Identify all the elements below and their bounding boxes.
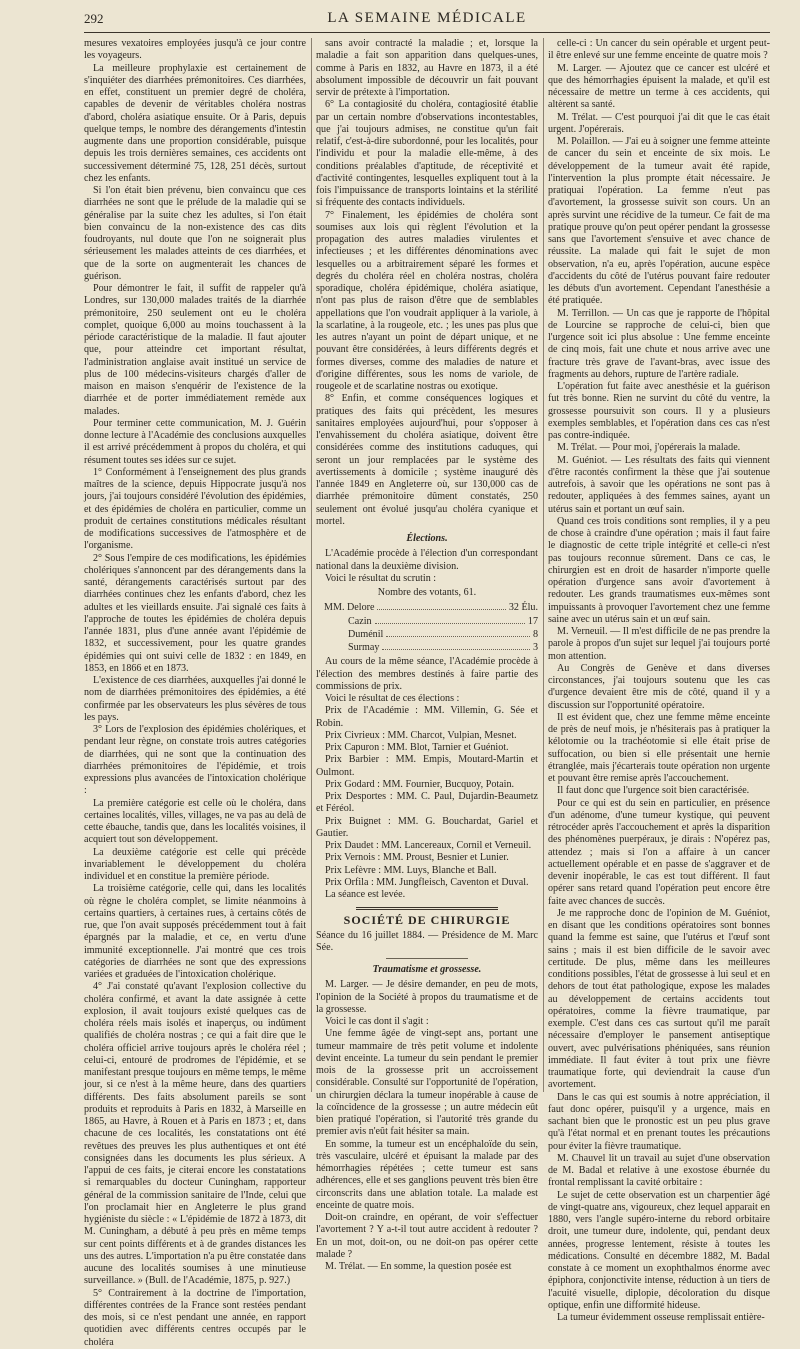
session-line: Séance du 16 juillet 1884. — Présidence de M. Marc Sée. [316,929,538,953]
paragraph: La meilleure prophylaxie est certainement de s'inquiéter des diarrhées prémonitoires. Ces diarrhées, en effet, constituent un premier degré de choléra, capables de devenir de véritables choléra nostras d'abord, choléra asiatique ensuite. Or à Paris, depuis quelque temps, le nombre des dérangements d'intestin augmente dans une proportion considérable, puisque depuis les trois dernières semaines, ces accidents ont successivement déterminé 75, 128, 251 décès, surtout chez les enfants. [84,62,306,184]
prize-commission: Prix Capuron : MM. Blot, Tarnier et Guéniot. [325,742,509,753]
paragraph: 3° Lors de l'explosion des épidémies cholériques, et pendant leur règne, on constate trois autres catégories de diarrhées, qui ne sont que la continuation des diarrhées prémonitoires de l'épidémie, et trois expressions plus avancées de l'intoxication cholérique : [84,724,306,797]
paragraph: Voici le résultat du scrutin : [325,572,437,584]
header-rule [84,32,770,33]
paragraph: 5° Contrairement à la doctrine de l'importation, différentes contrées de la France sont restées pendant des mois, si ce n'est pendant une année, en rapport quotidien avec différents centres occupés par le choléra [84,1287,306,1348]
vote-row [316,641,538,654]
paragraph: En somme, la tumeur est un encéphaloïde du sein, très vasculaire, ulcéré et épuisant la malade par des hémorrhagies répétées ; cette tumeur est sans adhérences, elle et ses ganglions peuvent très bien être circonscrits dans une ablation totale. La malade est enceinte de quatre mois. [316,1138,538,1211]
paragraph: mesures vexatoires employées jusqu'à ce jour contre les voyageurs. [84,38,306,62]
leader-dots [375,615,525,624]
paragraph: Pour terminer cette communication, M. J. Guérin donne lecture à l'Académie des conclusions auxquelles il est arrivé précédemment à propos du choléra, et qui résument toutes ses idées sur ce sujet. [84,417,306,466]
paragraph: 1° Conformément à l'enseignement des plus grands maîtres de la science, depuis Hippocrate jusqu'à nos jours, j'ai toujours considéré l'évolution des épidémies, et des épidémies de choléra en particulier, comme un produit de certaines constitutions médicales résultant de modifications successives de l'atmosphère et de l'organisme. [84,466,306,552]
prize-commission: Prix de l'Académie : MM. Villemin, G. Sée et Robin. [316,705,538,729]
paragraph: 6° La contagiosité du choléra, contagiosité établie par un certain nombre d'observations incontestables, que j'ai toujours admises, ne constitue qu'un fait relatif, c'est-à-dire subordonné, pour les localités, pour l'individu et pour la maladie elle-même, à des conditions préalables d'aptitude, de réceptivité et d'activité contingentes, lesquelles expliquent tout à la fois l'impuissance de transports lointains et la stérilité si fréquente des contacts individuels. [316,99,538,209]
candidate-name: Surmay [348,642,380,653]
paragraph: L'Académie procède à l'élection d'un correspondant national dans la deuxième division. [316,548,538,572]
paragraph: La troisième catégorie, celle qui, dans les localités où règne le choléra complet, se limite néanmoins à certains quartiers, à certaines rues, à certains côtés de rue, que l'on avait supposés précédemment tout à fait épargnés par la maladie, et ce, en vertu d'une immunité exceptionnelle. J'ai montré que ces trois catégories de diarrhées ne sont que des expressions variées et graduées de l'intoxication cholérique. [84,883,306,980]
paragraph: Il faut donc que l'urgence soit bien caractérisée. [557,785,750,797]
paragraph: sans avoir contracté la maladie ; et, lorsque la maladie a fait son apparition dans quelques-unes, comme à Paris en 1832, au Havre en 1873, il a été absolument impossible de découvrir un fait pouvant servir de prétexte à l'importation. [316,38,538,98]
paragraph: M. Verneuil. — Il m'est difficile de ne pas prendre la parole à propos d'un sujet sur lequel j'ai toujours porté mon attention. [548,626,770,662]
candidate-name: MM. Delore [324,602,375,614]
paragraph: Doit-on craindre, en opérant, de voir s'effectuer l'avortement ? Y a-t-il tout autre accident à redouter ? En un mot, doit-on, ou ne doit-on pas opérer cette malade ? [316,1212,538,1260]
paragraph: M. Trélat. — En somme, la question posée est [325,1261,512,1272]
paragraph: L'opération fut faite avec anesthésie et la guérison fut très bonne. Rien ne survint du côté du ventre, la grossesse poursuivit son cours. Il y a plusieurs exemples semblables, et l'opération dans ces cas n'est pas contre-indiquée. [548,381,770,441]
column-left [84,38,306,1348]
column-divider [543,38,544,1092]
prize-commission: Prix Orfila : MM. Jungfleisch, Caventon et Duval. [325,876,529,888]
leader-dots [386,628,530,637]
paragraph: Il est évident que, chez une femme même enceinte de près de neuf mois, je n'hésiterais pas à pratiquer la kélotomie ou la trachéotomie si elle était prise de suffocation, ou bien si elle présentait une hernie étranglée, mais j'écarterais toute opération non urgente et pouvant être remise après l'accouchement. [548,711,770,784]
vote-count: 17 [527,615,538,627]
paragraph: Voici le cas dont il s'agit : [325,1016,429,1027]
paragraph: Pour ce qui est du sein en particulier, en présence d'un adénome, d'une tumeur kystique, qui peuvent rétrocéder après l'accouchement et après la disparition des phénomènes puerpéraux, je dirais : N'opérez pas, attendez ; mais si l'on a affaire à un cancer actuellement opérable et en passe de s'aggraver et de devenir inopérable, le cas est tout différent. Il faut opérer sans retard quand l'opération peut encore être faite avec chances de succès. [548,797,770,907]
prize-commission: Prix Lefèvre : MM. Luys, Blanche et Ball. [325,864,497,876]
paragraph: Quand ces trois conditions sont remplies, il y a peu de chose à craindre d'une opération ; mais il faut faire le diagnostic de cette triple intégrité et celle-ci n'est pas toujours reconnue sûrement. Dans ce cas, le chirurgien est en droit de hasarder n'importe quelle opération d'urgence sans avoir d'avortement à redouter. Les grands traumatismes eux-mêmes sont impuissants à provoquer l'avortement chez une femme saine avec un utérus sain et un œuf sain. [548,515,770,625]
vote-count: 32 Élu. [508,602,538,614]
paragraph: Je me rapproche donc de l'opinion de M. Guéniot, en disant que les conditions opératoires sont bonnes quand la femme est saine, que l'utérus et l'œuf sont sains ; mais il est bien difficile de le savoir avec certitude. De plus, même dans les meilleures conditions possibles, l'état de grossesse à lui seul et en dehors de tout état pathologique, expose les malades au développement de certains accidents tout opératoires, comme la fièvre traumatique, par exemple. C'est dans ces cas surtout qu'il me paraît nécessaire d'employer le pansement antiseptique ouvert, avec pulvérisations phéniquées, sans réunion immédiate. Il faut éviter à tout prix une fièvre traumatique forte, qui deviendrait la cause d'un avortement. [548,907,770,1091]
paragraph: 4° J'ai constaté qu'avant l'explosion collective du choléra confirmé, et avant la date assignée à cette explosion, il avait toujours existé quelques cas de choléra réels mais isolés et inaperçus, ou indûment qualifiés de choléra nostras ; ce qui a fait dire que le choléra officiel arrive toujours après le choléra réel ; celui-ci, entouré de prodromes de l'épidémie, et se manifestant presque toujours en même temps, le même jour, si ce n'est à la même heure, dans des quartiers différents. Des faits absolument pareils se sont produits et reproduits à Paris en 1832, à Marseille en 1865, au Havre, à Rouen et à Paris en 1873 ; et, dans chacune de ces localités, les constatations ont été revêtues des preuves les plus authentiques et ont été consignées dans les documents les plus sérieux. A l'appui de ces faits, je citerai encore les constatations si remarquables du docteur Cuningham, rapporteur général de la commission sanitaire de l'Inde, celui que l'on proclamait hier en Angleterre le plus grand hygiéniste du siècle : « L'épidémie de 1872 à 1873, dit M. Cuningham, a débuté à peu près en même temps sur cent points différents et à de grandes distances les uns des autres. L'importation n'a pu être constatée dans aucune des localités soumises à une minutieuse surveillance. » (Bull. de l'Académie, 1875, p. 927.) [84,981,306,1287]
paragraph: M. Trélat. — Pour moi, j'opérerais la malade. [557,442,741,454]
vote-row [316,601,538,614]
prize-commission: Prix Civrieux : MM. Charcot, Vulpian, Mesnet. [325,729,517,741]
paragraph: La deuxième catégorie est celle qui précède invariablement le développement du choléra individuel et en constitue la première période. [84,846,306,882]
vote-count: 8 [532,628,538,640]
trauma-heading: Traumatisme et grossesse. [372,964,482,975]
paragraph: Le sujet de cette observation est un charpentier âgé de vingt-quatre ans, vigoureux, chez lequel apparait en 1880, vers l'angle supéro-interne du rebord orbitaire droit, une tumeur dure, indolente, qui, pendant deux années, progresse lentement, résiste à toutes les médications. Consulté en décembre 1882, M. Badal constate à ce moment un exophthalmos énorme avec épiphora, conjonctivite intense, réduction à un tiers de l'acuité visuelle, diplopie, décoloration du disque optique, enfin une difformité hideuse. [548,1189,770,1311]
section-rule-thin [386,958,468,959]
paragraph: 7° Finalement, les épidémies de choléra sont soumises aux lois qui règlent l'évolution et la propagation des autres maladies virulentes et infectieuses ; et les différentes dénominations avec lesquelles ou a arbitrairement séparé les formes et degrés du choléra réel en choléra nostras, choléra sporadique, choléra épidémique, choléra asiatique, n'ont pas plus de raison d'être que de semblables appellations que l'on voudrait appliquer à la variole, à la scarlatine, à la rougeole, etc. ; les unes pas plus que les autres n'ayant un point de départ unique, et ne pouvant être considérées, à leurs différents degrés et formes diverses, comme des maladies de nature et d'origine différentes, sous les noms de variole, de rougeole et de scarlatine nostras ou exotique. [316,209,538,392]
candidate-name: Duménil [348,628,384,640]
candidate-name: Cazin [348,615,372,627]
prize-commission: Prix Daudet : MM. Lancereaux, Cornil et Verneuil. [325,840,532,851]
page-header [84,10,770,32]
prize-commission: Prix Barbier : MM. Empis, Moutard-Martin et Oulmont. [316,754,538,778]
paragraph: Une femme âgée de vingt-sept ans, portant une tumeur mammaire de très petit volume et indolente devint enceinte. La tumeur du sein pendant le premier mois de la grossesse prit un accroissement considérable. Consulté sur l'opportunité de l'opération, un chirurgien déclara la tumeur inopérable à cause de la coïncidence de la grossesse ; un autre médecin eût bien pratiqué l'opération, si l'autorité très grande du premier avis n'eût fait hésiter sa main. [316,1028,538,1138]
prize-commission: Prix Buignet : MM. G. Bouchardat, Gariel et Gautier. [316,815,538,839]
paragraph: Voici le résultat de ces élections : [325,693,460,704]
vote-row [316,615,538,628]
paragraph: M. Guéniot. — Les résultats des faits qui viennent d'être racontés confirment la thèse que j'ai soutenue autrefois, à savoir que les opérations ne sont pas à redouter, appliquées à des femmes saines, ayant un utérus sain et portant un œuf sain. [548,454,770,515]
section-rule [356,907,498,910]
paragraph: celle-ci : Un cancer du sein opérable et urgent peut-il être enlevé sur une femme enceinte de quatre mois ? [548,38,770,62]
paragraph: L'existence de ces diarrhées, auxquelles j'ai donné le nom de diarrhées prémonitoires des épidémies, a été confirmée par les observateurs les plus sévères de tous les pays. [84,675,306,723]
paragraph: Au cours de la même séance, l'Académie procède à l'élection des membres destinés à faire partie des commissions de prix. [316,656,538,692]
paragraph: M. Trélat. — C'est pourquoi j'ai dit que le cas était urgent. J'opérerais. [548,111,770,135]
prize-commission: La séance est levée. [325,889,406,900]
prize-commission: Prix Vernois : MM. Proust, Besnier et Lunier. [325,852,509,864]
paragraph: 2° Sous l'empire de ces modifications, les épidémies cholériques s'annoncent par des dérangements dans la santé, dérangements caractérisés surtout par des diarrhées continues chez les enfants d'abord, chez les adultes et les vieillards ensuite. J'ai signalé ces faits à l'approche de toutes les épidémies de choléra depuis l'année 1831, plus d'une année avant l'épidémie de 1832, et successivement, pour les quatre grandes épidémies qui ont suivi celle de 1832 : en 1849, en 1853, en 1866 et en 1873. [84,552,306,674]
society-heading: SOCIÉTÉ DE CHIRURGIE [343,913,511,928]
paragraph: M. Larger. — Je désire demander, en peu de mots, l'opinion de la Société à propos du traumatisme et de la grossesse. [316,979,538,1015]
vote-results [316,601,538,654]
leader-dots [377,601,505,610]
votants-count: Nombre des votants, 61. [377,587,477,598]
page-number: 292 [84,11,104,26]
paragraph: Dans le cas qui est soumis à notre appréciation, il faut donc opérer, puisqu'il y a urgence, mais en sachant bien que le pronostic est un peu plus grave qu'à l'état normal et en prenant toutes les précautions pour éviter la fièvre traumatique. [548,1091,770,1152]
paragraph: Pour démontrer le fait, il suffit de rappeler qu'à Londres, sur 130,000 malades traités de la diarrhée prémonitoire, 250 seulement ont eu le choléra complet, quoique 6,000 au moins touchassent à la période caractéristique de la maladie. Il faut ajouter que, pour atteindre cet important résultat, l'administration anglaise avait institué un service de plus de 100 médecins-visiteurs chargés d'aller de maison en maison s'enquérir de l'existence de la diarrhée et de porter immédiatement remède aux malades. [84,283,306,417]
leader-dots [382,641,530,650]
paragraph: M. Larger. — Ajoutez que ce cancer est ulcéré et que des hémorrhagies épuisent la malade, et qu'il est nécessaire de mettre un terme à ces accidents, qui altèrent sa santé. [548,62,770,111]
paragraph: M. Polaillon. — J'ai eu à soigner une femme atteinte de cancer du sein et enceinte de six mois. Le développement de la tumeur avait été rapide, l'intervention la plus prompte était nécessaire. Je pratiquai l'opération. La femme n'eut pas d'avortement, la grossesse suivit son cours. Un an après survint une récidive de la tumeur. Ce fait de ma pratique prouve qu'on peut opérer pendant la grossesse sans que l'avortement s'ensuive et avec chance de réussite. La malade qui fait le sujet de mon observation, n'a eu, après l'opération, aucune espèce d'accidents du côté de l'utérus pouvant faire redouter les débuts d'un avortement. Cependant l'anesthésie a été pratiquée. [548,136,770,307]
paragraph: M. Terrillon. — Un cas que je rapporte de l'hôpital de Lourcine se rapproche de celui-ci, bien que l'urgence soit ici plus absolue : Une femme enceinte de cinq mois, fait une chute et nous arrive avec une fracture très grave de l'avant-bras, avec issue des fragments au dehors, rupture de l'artère radiale. [548,307,770,380]
paragraph: 8° Enfin, et comme conséquences logiques et pratiques des faits qui précèdent, les mesures sanitaires employées aujourd'hui, pour s'opposer à l'envahissement du choléra asiatique, doivent être considérées comme des institutions caduques, qui seront un jour remplacées par le système des avertissements à domicile ; système inauguré dès l'année 1849 en Angleterre où, sur 130,000 cas de diarrhée prémonitoire dûment constatés, 250 seulement ont évolué jusqu'au choléra cyanique et mortel. [316,393,538,527]
column-right [548,38,770,1323]
running-title: LA SEMAINE MÉDICALE [327,10,527,26]
paragraph: La première catégorie est celle où le choléra, dans certaines localités, villes, villages, ne va pas au delà de cette ébauche, tandis que, dans les localités voisines, il acquiert tout son développement. [84,797,306,846]
elections-heading: Élections. [406,533,448,544]
column-divider [311,38,312,1092]
vote-row [316,628,538,641]
vote-count: 3 [532,642,538,653]
paragraph: La tumeur évidemment osseuse remplissait entière- [557,1312,765,1323]
prize-commission: Prix Desportes : MM. C. Paul, Dujardin-Beaumetz et Féréol. [316,791,538,815]
paragraph: Si l'on était bien prévenu, bien convaincu que ces diarrhées ne sont que le prélude de la maladie qui se généralise par la suite chez les adultes, si l'on était bien convaincu de la non-existence des cas dits foudroyants, nul doute que l'on ne soignerait plus sérieusement les malades atteints de ces diarrhées, et que de la sorte on augmenterait les chances de guérison. [84,185,306,282]
paragraph: Au Congrès de Genève et dans diverses circonstances, j'ai toujours soutenu que les cas d'urgence devaient être mis de côté, quand il y a discussion sur l'opportunité opératoire. [548,662,770,711]
prize-commission: Prix Godard : MM. Fournier, Bucquoy, Potain. [325,778,515,790]
paragraph: M. Chauvel lit un travail au sujet d'une observation de M. Badal et relative à une exostose éburnée du frontal remplissant la cavité orbitaire : [548,1152,770,1189]
column-middle [316,38,538,1272]
